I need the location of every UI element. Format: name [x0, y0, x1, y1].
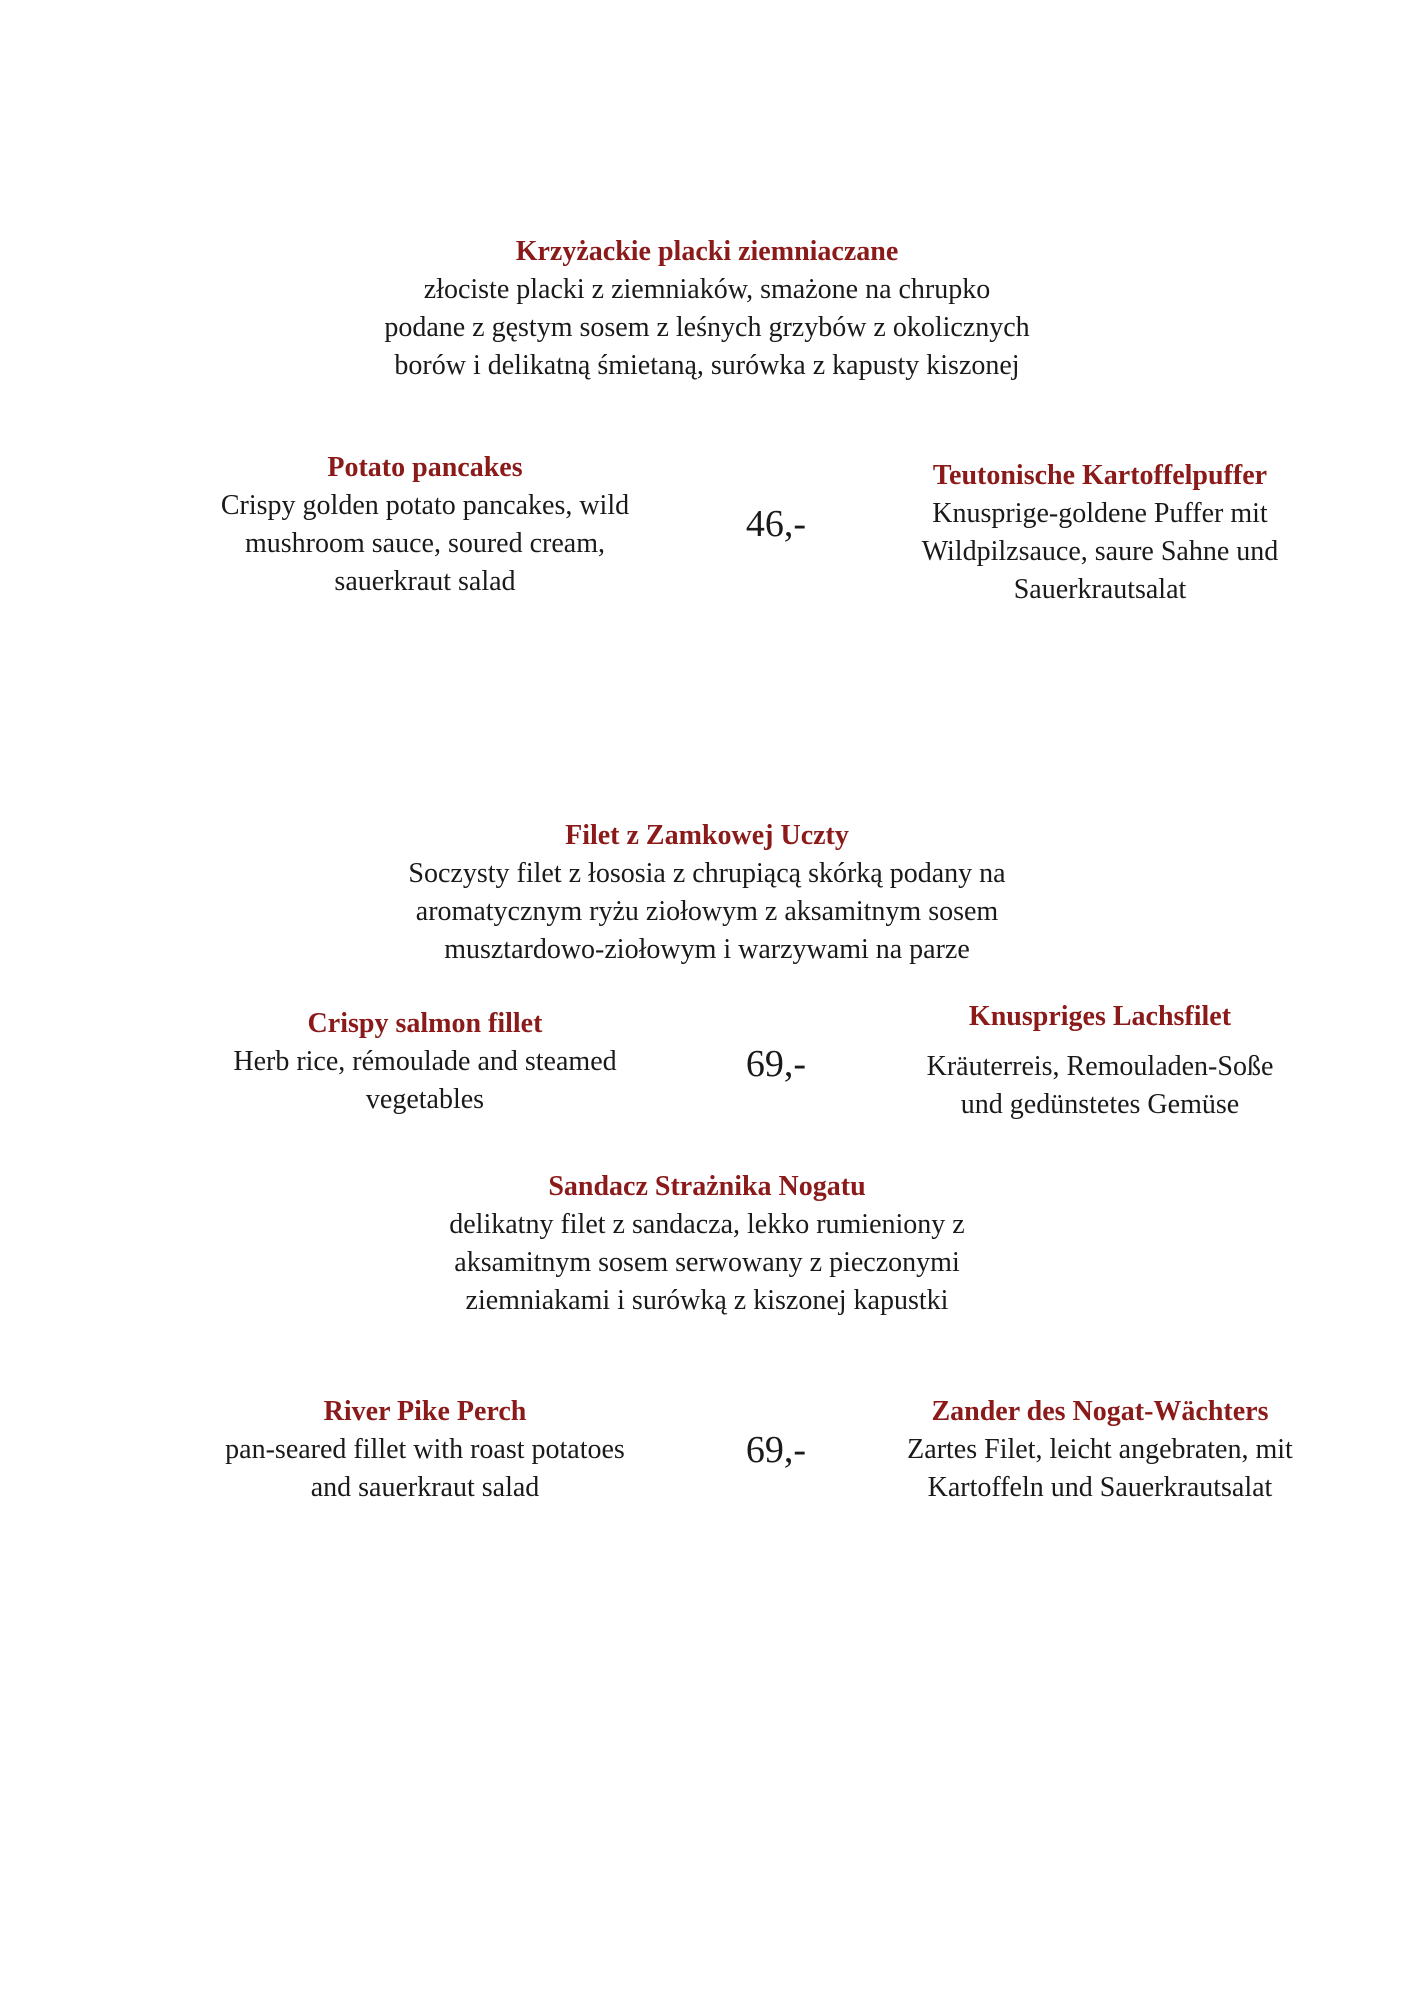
dish-1-polish-title: Krzyżackie placki ziemniaczane — [515, 236, 899, 267]
dish-2-polish-title: Filet z Zamkowej Uczty — [565, 820, 849, 851]
dish-3-polish-title: Sandacz Strażnika Nogatu — [548, 1171, 866, 1202]
dish-2-german-description: Kräuterreis, Remouladen-Soße und gedünstetes Gemüse — [926, 1051, 1274, 1120]
dish-1-german-title: Teutonische Kartoffelpuffer — [932, 460, 1268, 491]
dish-1-english — [130, 449, 720, 601]
dish-2-german-title: Knuspriges Lachsfilet — [968, 1001, 1232, 1032]
dish-1-german — [840, 457, 1360, 609]
dish-1-german-description: Knusprige-goldene Puffer mit Wildpilzsauce, saure Sahne und Sauerkrautsalat — [921, 498, 1279, 605]
dish-2-polish-description: Soczysty filet z łososia z chrupiącą skórką podany na aromatycznym ryżu ziołowym z aksamitnym sosem musztardowo-ziołowym i warzywami na parze — [408, 858, 1006, 965]
dish-3-polish-description: delikatny filet z sandacza, lekko rumieniony z aksamitnym sosem serwowany z pieczonymi ziemniakami i surówką z kiszonej kapustki — [449, 1209, 965, 1316]
dish-1-polish — [357, 233, 1057, 385]
dish-2-english-title: Crispy salmon fillet — [307, 1008, 543, 1039]
dish-1-polish-description: złociste placki z ziemniaków, smażone na chrupko podane z gęstym sosem z leśnych grzybów z okolicznych borów i delikatną śmietaną, surówka z kapusty kiszonej — [384, 274, 1030, 381]
dish-3-polish — [357, 1168, 1057, 1320]
dish-3-english-title: River Pike Perch — [323, 1396, 527, 1427]
dish-3-german-title: Zander des Nogat-Wächters — [931, 1396, 1269, 1427]
dish-2-english — [130, 1005, 720, 1119]
dish-3-german — [840, 1393, 1360, 1507]
dish-1-english-description: Crispy golden potato pancakes, wild mushroom sauce, soured cream, sauerkraut salad — [220, 490, 630, 597]
dish-2-price: 69,- — [745, 1043, 807, 1085]
dish-3-german-description: Zartes Filet, leicht angebraten, mit Kartoffeln und Sauerkrautsalat — [907, 1434, 1293, 1503]
dish-2-english-description: Herb rice, rémoulade and steamed vegetables — [233, 1046, 617, 1115]
dish-3-english — [130, 1393, 720, 1507]
dish-1-price: 46,- — [745, 503, 807, 545]
dish-3-price: 69,- — [745, 1429, 807, 1471]
dish-2-polish — [357, 817, 1057, 969]
dish-2-german — [840, 998, 1360, 1124]
dish-1-english-title: Potato pancakes — [327, 452, 523, 483]
dish-3-english-description: pan-seared fillet with roast potatoes and sauerkraut salad — [225, 1434, 625, 1503]
